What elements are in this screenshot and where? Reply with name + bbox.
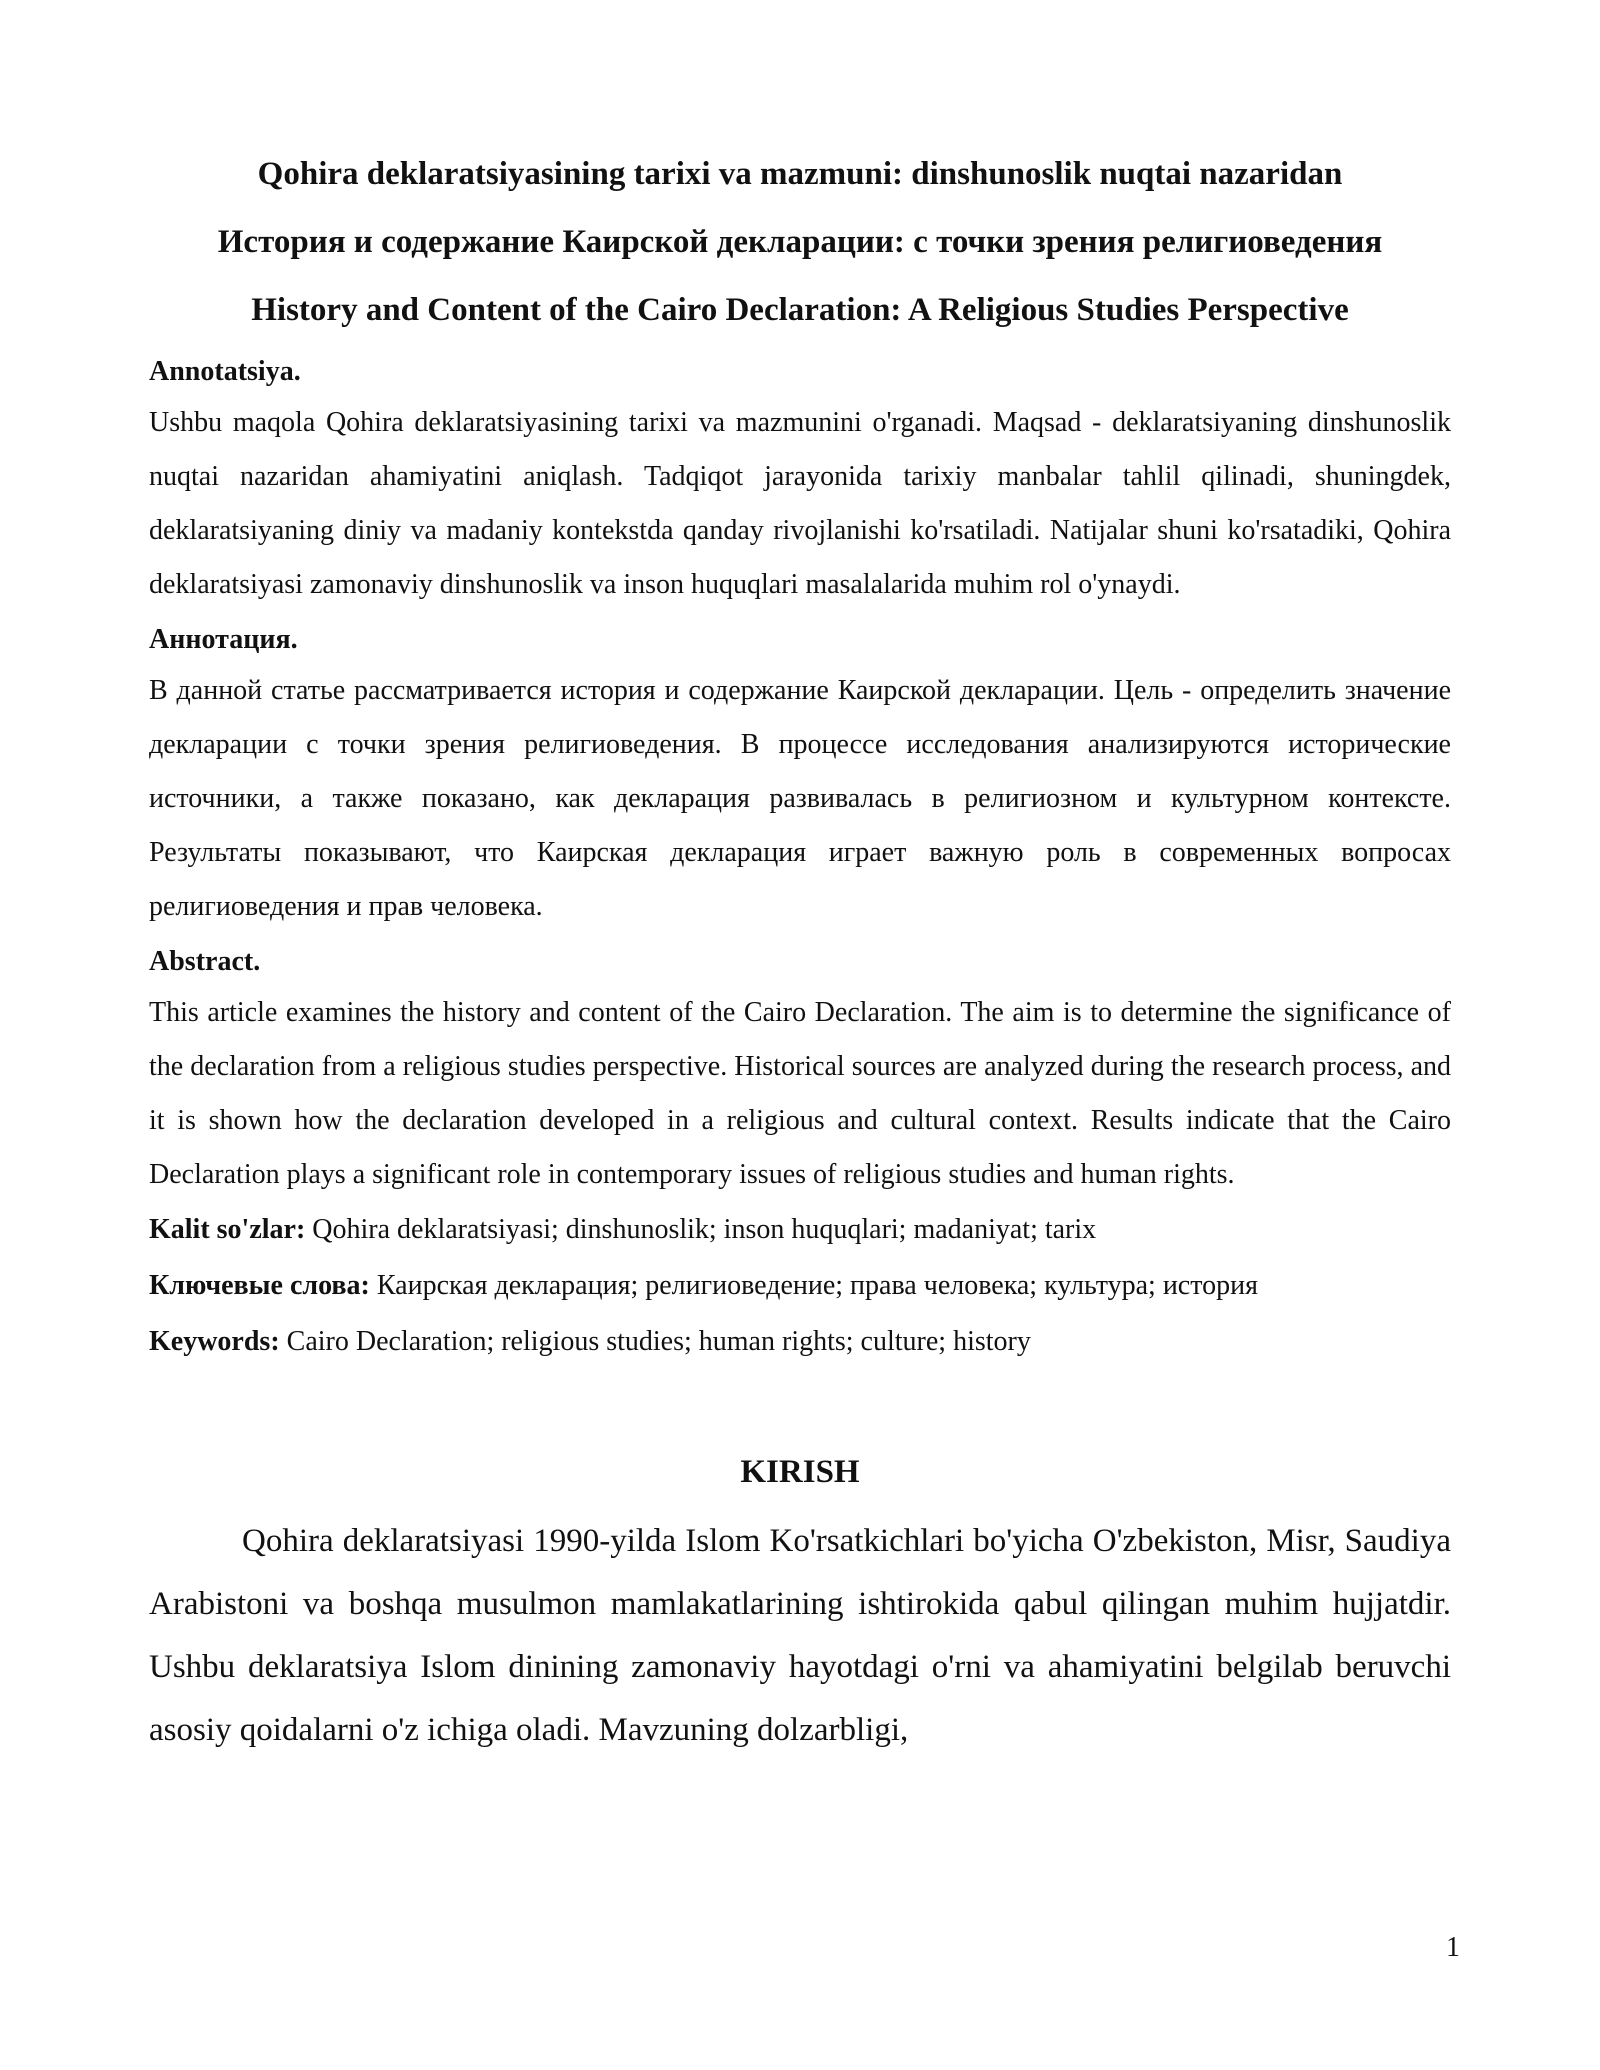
keywords-russian-label: Ключевые слова:: [149, 1270, 370, 1301]
abstract-uzbek-heading: Annotatsiya.: [149, 356, 301, 387]
keywords-english-list: Cairo Declaration; religious studies; human rights; culture; history: [279, 1326, 1031, 1357]
title-uzbek: Qohira deklaratsiyasining tarixi va mazmuni: dinshunoslik nuqtai nazaridan: [257, 156, 1343, 192]
keywords-english-label: Keywords:: [149, 1326, 280, 1357]
keywords-russian-list: Каирская декларация; религиоведение; права человека; культура; история: [369, 1270, 1258, 1301]
title-russian: История и содержание Каирской декларации: с точки зрения религиоведения: [217, 224, 1383, 260]
page-number: 1: [1446, 1932, 1460, 1963]
abstract-russian-heading: Аннотация.: [149, 624, 298, 655]
keywords-uzbek-label: Kalit so'zlar:: [149, 1214, 306, 1245]
title-english: History and Content of the Cairo Declaration: A Religious Studies Perspective: [251, 292, 1349, 328]
keywords-english: [149, 1314, 1451, 1370]
page-content: [149, 140, 1451, 1762]
abstract-english-heading: Abstract.: [149, 946, 261, 977]
abstract-uzbek-text: Ushbu maqola Qohira deklaratsiyasining tarixi va mazmunini o'rganadi. Maqsad - deklaratsiyaning dinshunoslik nuqtai nazaridan ahamiyatini aniqlash. Tadqiqot jarayonida tarixiy manbalar tahlil qilinadi, shuningdek, deklaratsiyaning diniy va madaniy kontekstda qanday rivojlanishi ko'rsatiladi. Natijalar shuni ko'rsatadiki, Qohira deklaratsiyasi zamonaviy dinshunoslik va inson huquqlari masalalarida muhim rol o'ynaydi.: [149, 407, 1451, 600]
abstract-russian-text: В данной статье рассматривается история и содержание Каирской декларации. Цель - определить значение декларации с точки зрения религиоведения. В процессе исследования анализируются исторические источники, а также показано, как декларация развивалась в религиозном и культурном контексте. Результаты показывают, что Каирская декларация играет важную роль в современных вопросах религиоведения и прав человека.: [149, 675, 1451, 922]
introduction-heading: KIRISH: [740, 1454, 860, 1490]
keywords-uzbek: [149, 1202, 1451, 1258]
introduction-text: Qohira deklaratsiyasi 1990-yilda Islom Ko'rsatkichlari bo'yicha O'zbekiston, Misr, Saudiya Arabistoni va boshqa musulmon mamlakatlarining ishtirokida qabul qilingan muhim hujjatdir. Ushbu deklaratsiya Islom dinining zamonaviy hayotdagi o'rni va ahamiyatini belgilab beruvchi asosiy qoidalarni o'z ichiga oladi. Mavzuning dolzarbligi,: [149, 1523, 1451, 1748]
abstract-english-text: This article examines the history and content of the Cairo Declaration. The aim is to determine the significance of the declaration from a religious studies perspective. Historical sources are analyzed during the research process, and it is shown how the declaration developed in a religious and cultural context. Results indicate that the Cairo Declaration plays a significant role in contemporary issues of religious studies and human rights.: [149, 997, 1451, 1190]
keywords-uzbek-list: Qohira deklaratsiyasi; dinshunoslik; inson huquqlari; madaniyat; tarix: [305, 1214, 1097, 1245]
keywords-russian: [149, 1258, 1451, 1314]
